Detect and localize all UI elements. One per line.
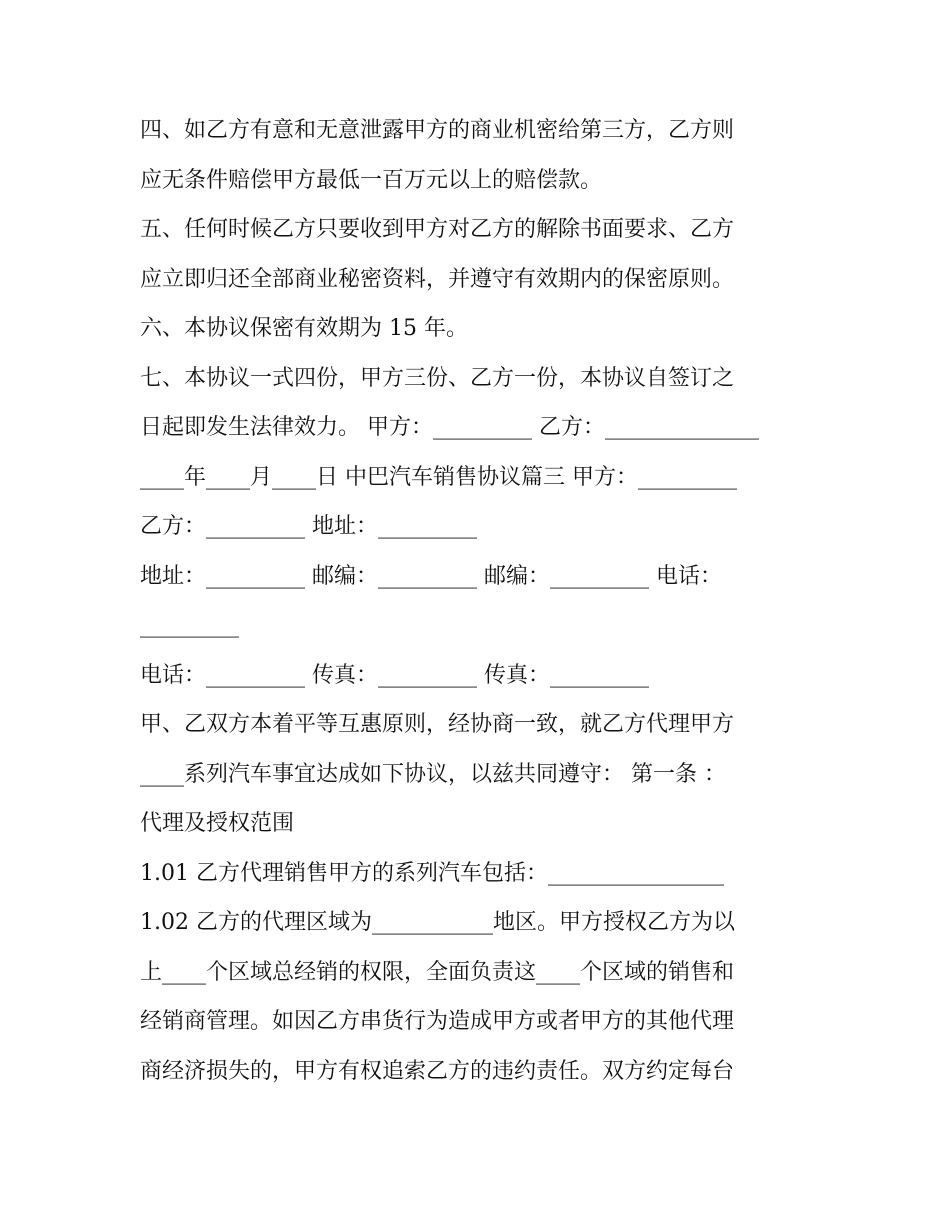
text-line: 经销商管理。如因乙方串货行为造成甲方或者甲方的其他代理 [140,1009,735,1034]
text-line: 七、本协议一式四份，甲方三份、乙方一份，本协议自签订之 [140,365,735,391]
text-line: ____系列汽车事宜达成如下协议，以兹共同遵守： 第一条 ： [140,761,726,787]
text-line: 乙方：_________ 地址：_________ [140,514,477,539]
text-line: 1.01 乙方代理销售甲方的系列汽车包括：________________ [140,860,724,886]
text-line: 1.02 乙方的代理区域为___________地区。甲方授权乙方为以 [140,910,735,935]
text-line: 应立即归还全部商业秘密资料，并遵守有效期内的保密原则。 [140,266,735,292]
text-line: 应无条件赔偿甲方最低一百万元以上的赔偿款。 [140,167,603,193]
text-line: 商经济损失的，甲方有权追索乙方的违约责任。双方约定每台 [140,1058,735,1084]
text-line: 甲、乙双方本着平等互惠原则，经协商一致，就乙方代理甲方 [140,712,735,737]
text-line: 电话：_________ 传真：_________ 传真：_________ [140,662,649,688]
text-line: 上____个区域总经销的权限，全面负责这____个区域的销售和 [140,959,735,985]
document-body [140,106,820,1096]
text-line: 地址：_________ 邮编：_________ 邮编：_________ 电话： [140,563,722,589]
text-line: 代理及授权范围 [140,811,295,836]
text-line: 五、任何时候乙方只要收到甲方对乙方的解除书面要求、乙方 [140,217,735,242]
text-line: _________ [140,613,239,638]
text-line: 四、如乙方有意和无意泄露甲方的商业机密给第三方，乙方则 [140,118,735,143]
text-line: 日起即发生法律效力。 甲方：_________ 乙方：______________ [140,415,759,440]
text-line: ____年____月____日 中巴汽车销售协议篇三 甲方：_________ [140,464,737,490]
text-line: 六、本协议保密有效期为 15 年。 [140,316,468,341]
